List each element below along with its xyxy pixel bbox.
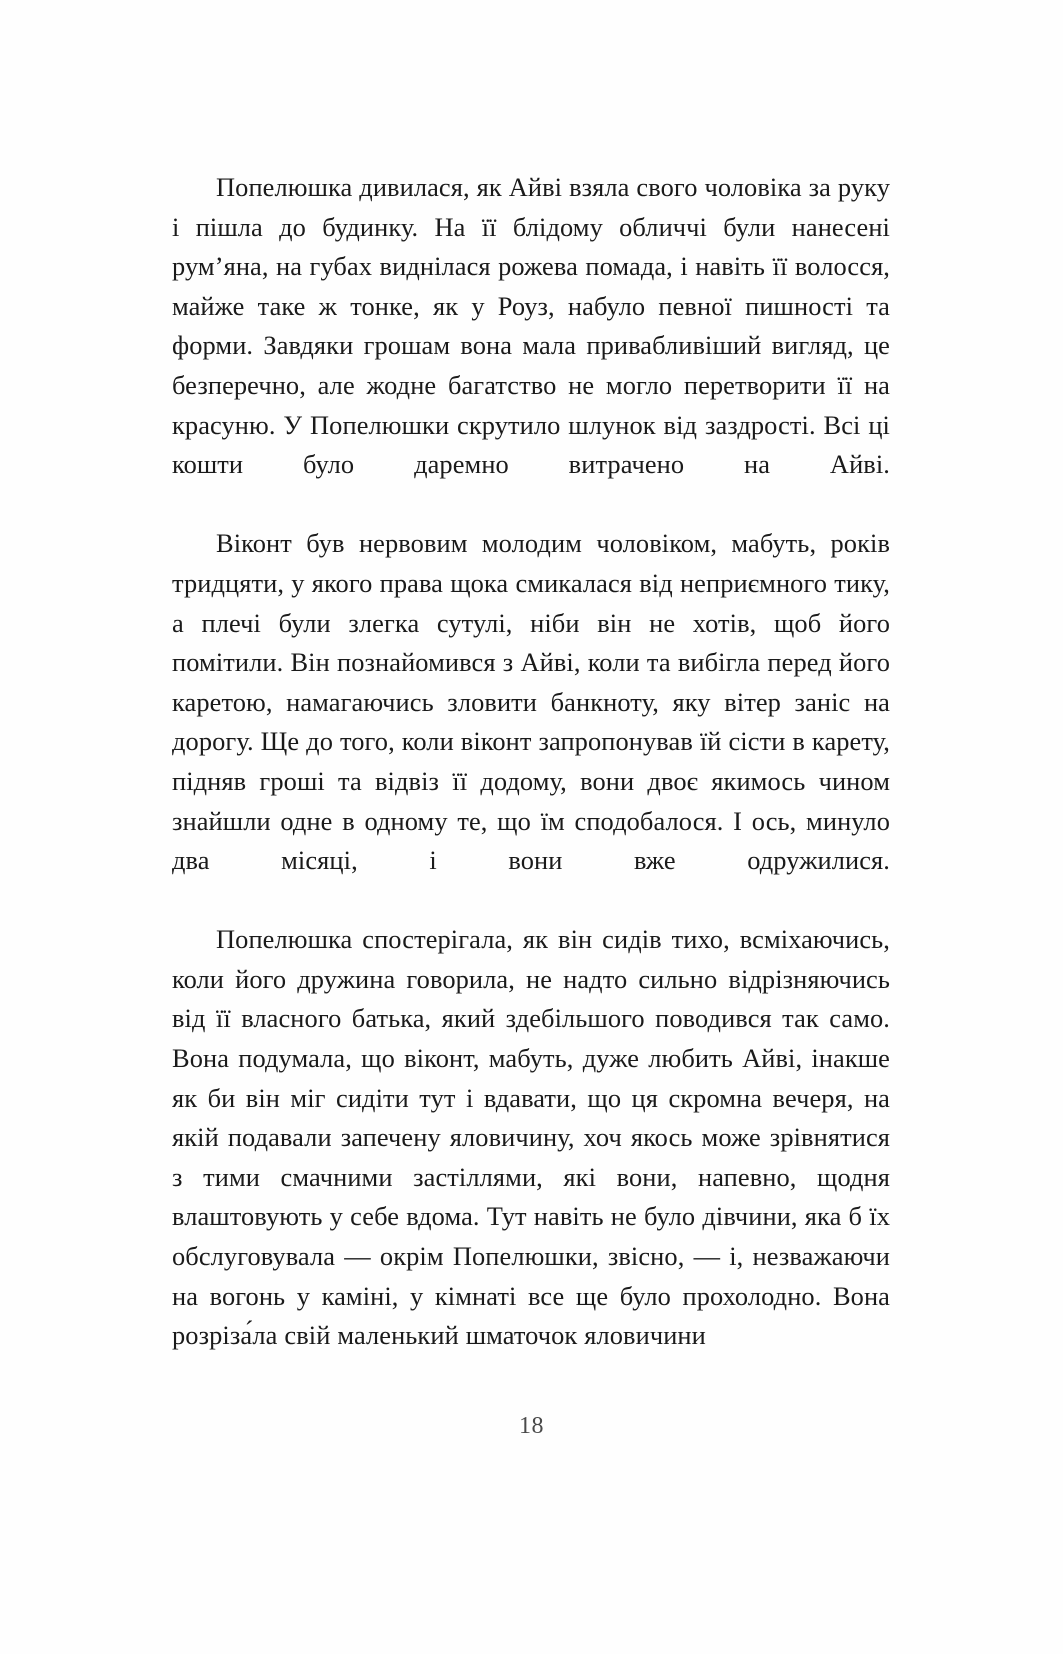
paragraph-1: Попелюшка дивилася, як Айві взяла свого чоловіка за руку і пішла до будинку. На її блідому обличчі були нанесені рум’яна, на губах виднілася рожева помада, і навіть її волосся, майже таке ж тонке, як у Роуз, набуло певної пишності та форми. Завдяки грошам вона мала привабливіший вигляд, це безперечно, але жодне багатство не могло перетворити її на красуню. У Попелюшки скрутило шлунок від заздрості. Всі ці кошти було даремно витрачено на Айві. <box>172 172 890 480</box>
paragraph-2: Віконт був нервовим молодим чоловіком, мабуть, років тридцяти, у якого права щока смикалася від неприємного тику, а плечі були злегка сутулі, ніби він не хотів, щоб його помітили. Він познайомився з Айві, коли та вибігла перед його каретою, намагаючись зловити банкноту, яку вітер заніс на дорогу. Ще до того, коли віконт запропонував їй сісти в карету, підняв гроші та відвіз її додому, вони двоє якимось чином знайшли одне в одному те, що їм сподобалося. І ось, минуло два місяці, і вони вже одружилися. <box>172 528 890 876</box>
page-text-block <box>172 168 890 1356</box>
paragraph-3: Попелюшка спостерігала, як він сидів тихо, всміхаючись, коли його дружина говорила, не надто сильно відрізняючись від її власного батька, який здебільшого поводився так само. Вона подумала, що віконт, мабуть, дуже любить Айві, інакше як би він міг сидіти тут і вдавати, що ця скромна вечеря, на якій подавали запечену яловичину, хоч якось може зрівнятися з тими смачними застіллями, які вони, напевно, щодня влаштовують у себе вдома. Тут навіть не було дівчини, яка б їх обслуговувала — окрім Попелюшки, звісно, — і, незважаючи на вогонь у каміні, у кімнаті все ще було прохолодно. Вона розріза́ла свій маленький шматочок яловичини <box>172 924 890 1351</box>
page-number: 18 <box>519 1413 544 1439</box>
